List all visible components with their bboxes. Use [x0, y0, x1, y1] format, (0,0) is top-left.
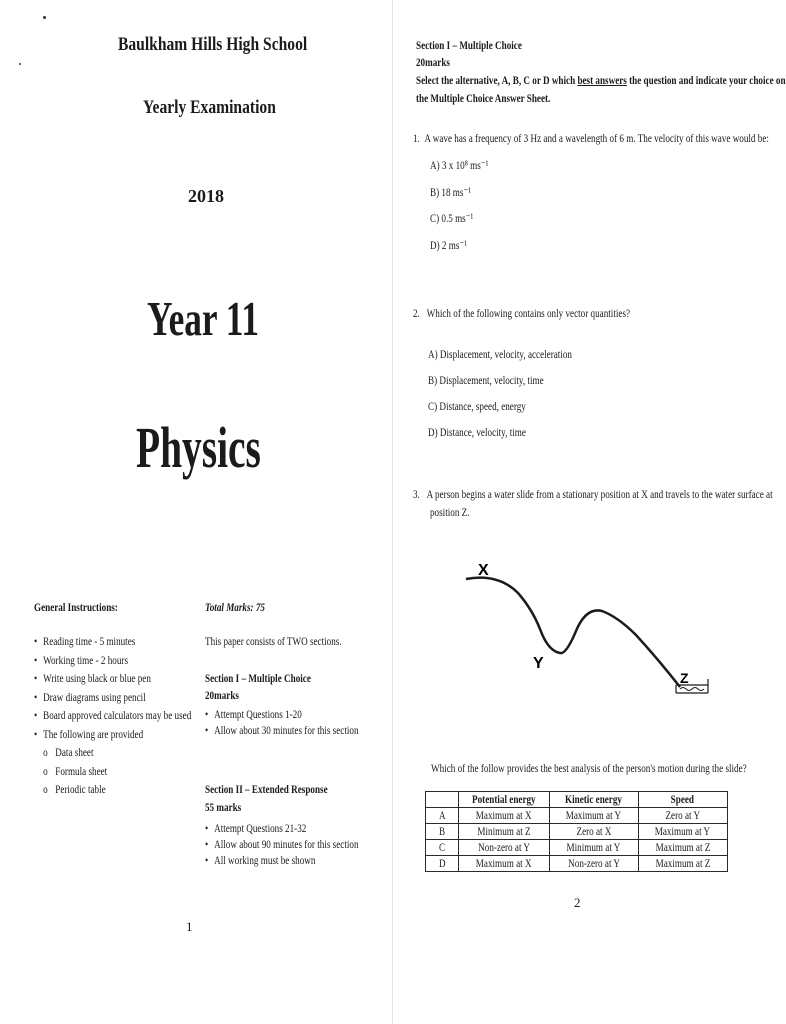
list-item: • Board approved calculators may be used: [34, 708, 191, 727]
provided-item: o Periodic table: [43, 782, 106, 796]
table-cell: Minimum at Y: [549, 840, 638, 856]
table-row: [426, 856, 728, 872]
label-y: Y: [533, 655, 544, 672]
q2-option-d: D) Distance, velocity, time: [428, 425, 526, 439]
general-instructions-list: [34, 634, 191, 801]
table-header: [426, 792, 459, 808]
table-cell: Non-zero at Y: [459, 840, 550, 856]
list-item: • All working must be shown: [205, 853, 359, 869]
table-cell: Non-zero at Y: [549, 856, 638, 872]
question-3-followup: Which of the follow provides the best analysis of the person's motion during the slide?: [431, 761, 747, 775]
list-item: • Attempt Questions 21-32: [205, 821, 359, 837]
exam-year: 2018: [188, 186, 224, 206]
list-item: • The following are provided: [34, 727, 191, 746]
question-3: 3. A person begins a water slide from a stationary position at X and travels to the water surface at: [413, 487, 773, 501]
grade-title: Year 11: [147, 291, 260, 346]
list-item: • Allow about 30 minutes for this section: [205, 723, 359, 739]
table-cell: A: [426, 808, 459, 824]
table-row: [426, 840, 728, 856]
water-surface: [680, 688, 704, 691]
subject-title: Physics: [136, 415, 261, 480]
section1-list: [205, 707, 359, 739]
question-2: 2. Which of the following contains only vector quantities?: [413, 306, 631, 320]
general-instructions-heading: General Instructions:: [34, 600, 118, 614]
table-header-row: [426, 792, 728, 808]
section2-list: [205, 821, 359, 869]
section2-marks: 55 marks: [205, 800, 242, 814]
table-cell: Minimum at Z: [459, 824, 550, 840]
slide-curve: [466, 578, 680, 687]
q1-option-b: B) 18 ms⁻¹: [430, 185, 471, 199]
section-title: Section I – Multiple Choice: [416, 38, 522, 52]
list-item: • Allow about 90 minutes for this section: [205, 837, 359, 853]
table-row: [426, 824, 728, 840]
question-3-line2: position Z.: [430, 505, 470, 519]
water-slide-diagram: [440, 555, 740, 715]
table-cell: Maximum at Y: [549, 808, 638, 824]
school-name: Baulkham Hills High School: [118, 34, 308, 55]
section-instruction-line2: the Multiple Choice Answer Sheet.: [416, 91, 551, 105]
q1-option-d: D) 2 ms⁻¹: [430, 238, 467, 252]
section-marks: 20marks: [416, 55, 450, 69]
table-header: Potential energy: [459, 792, 550, 808]
table-cell: C: [426, 840, 459, 856]
provided-item: o Data sheet: [43, 745, 94, 759]
q2-option-b: B) Displacement, velocity, time: [428, 373, 544, 387]
answer-table: [425, 791, 728, 872]
list-item: • Working time - 2 hours: [34, 653, 191, 672]
sub-bullet: o: [43, 763, 48, 778]
section1-title: Section I – Multiple Choice: [205, 671, 311, 685]
label-x: X: [478, 562, 489, 579]
list-item: • Write using black or blue pen: [34, 671, 191, 690]
scan-speck: [43, 16, 46, 19]
page-number: 1: [186, 919, 193, 934]
table-cell: Zero at X: [549, 824, 638, 840]
list-item: • Attempt Questions 1-20: [205, 707, 359, 723]
sub-bullet: o: [43, 745, 48, 759]
q1-option-c: C) 0.5 ms⁻¹: [430, 211, 474, 225]
exam-title: Yearly Examination: [143, 97, 276, 118]
table-cell: Zero at Y: [638, 808, 727, 824]
list-item: • Draw diagrams using pencil: [34, 690, 191, 709]
table-header: Speed: [638, 792, 727, 808]
q2-option-a: A) Displacement, velocity, acceleration: [428, 347, 572, 361]
q2-option-c: C) Distance, speed, energy: [428, 399, 526, 413]
table-cell: D: [426, 856, 459, 872]
scan-speck: [19, 63, 21, 65]
table-cell: B: [426, 824, 459, 840]
label-z: Z: [680, 670, 689, 686]
table-header: Kinetic energy: [549, 792, 638, 808]
total-marks: Total Marks: 75: [205, 600, 265, 614]
sections-note: This paper consists of TWO sections.: [205, 634, 342, 648]
sub-bullet: o: [43, 782, 48, 796]
section1-marks: 20marks: [205, 688, 239, 702]
table-cell: Maximum at X: [459, 808, 550, 824]
table-cell: Maximum at Z: [638, 840, 727, 856]
page-divider: [392, 0, 393, 1024]
table-row: [426, 808, 728, 824]
section2-title: Section II – Extended Response: [205, 782, 328, 796]
list-item: • Reading time - 5 minutes: [34, 634, 191, 653]
provided-item: o Formula sheet: [43, 763, 108, 778]
table-cell: Maximum at Z: [638, 856, 727, 872]
page-number: 2: [574, 895, 581, 910]
table-cell: Maximum at X: [459, 856, 550, 872]
question-1: 1. A wave has a frequency of 3 Hz and a wavelength of 6 m. The velocity of this wave would be:: [413, 131, 769, 145]
table-cell: Maximum at Y: [638, 824, 727, 840]
q1-option-a: A) 3 x 10⁸ ms⁻¹: [430, 158, 489, 172]
section-instruction: Select the alternative, A, B, C or D which best answers the question and indicate your choice on: [416, 73, 786, 87]
